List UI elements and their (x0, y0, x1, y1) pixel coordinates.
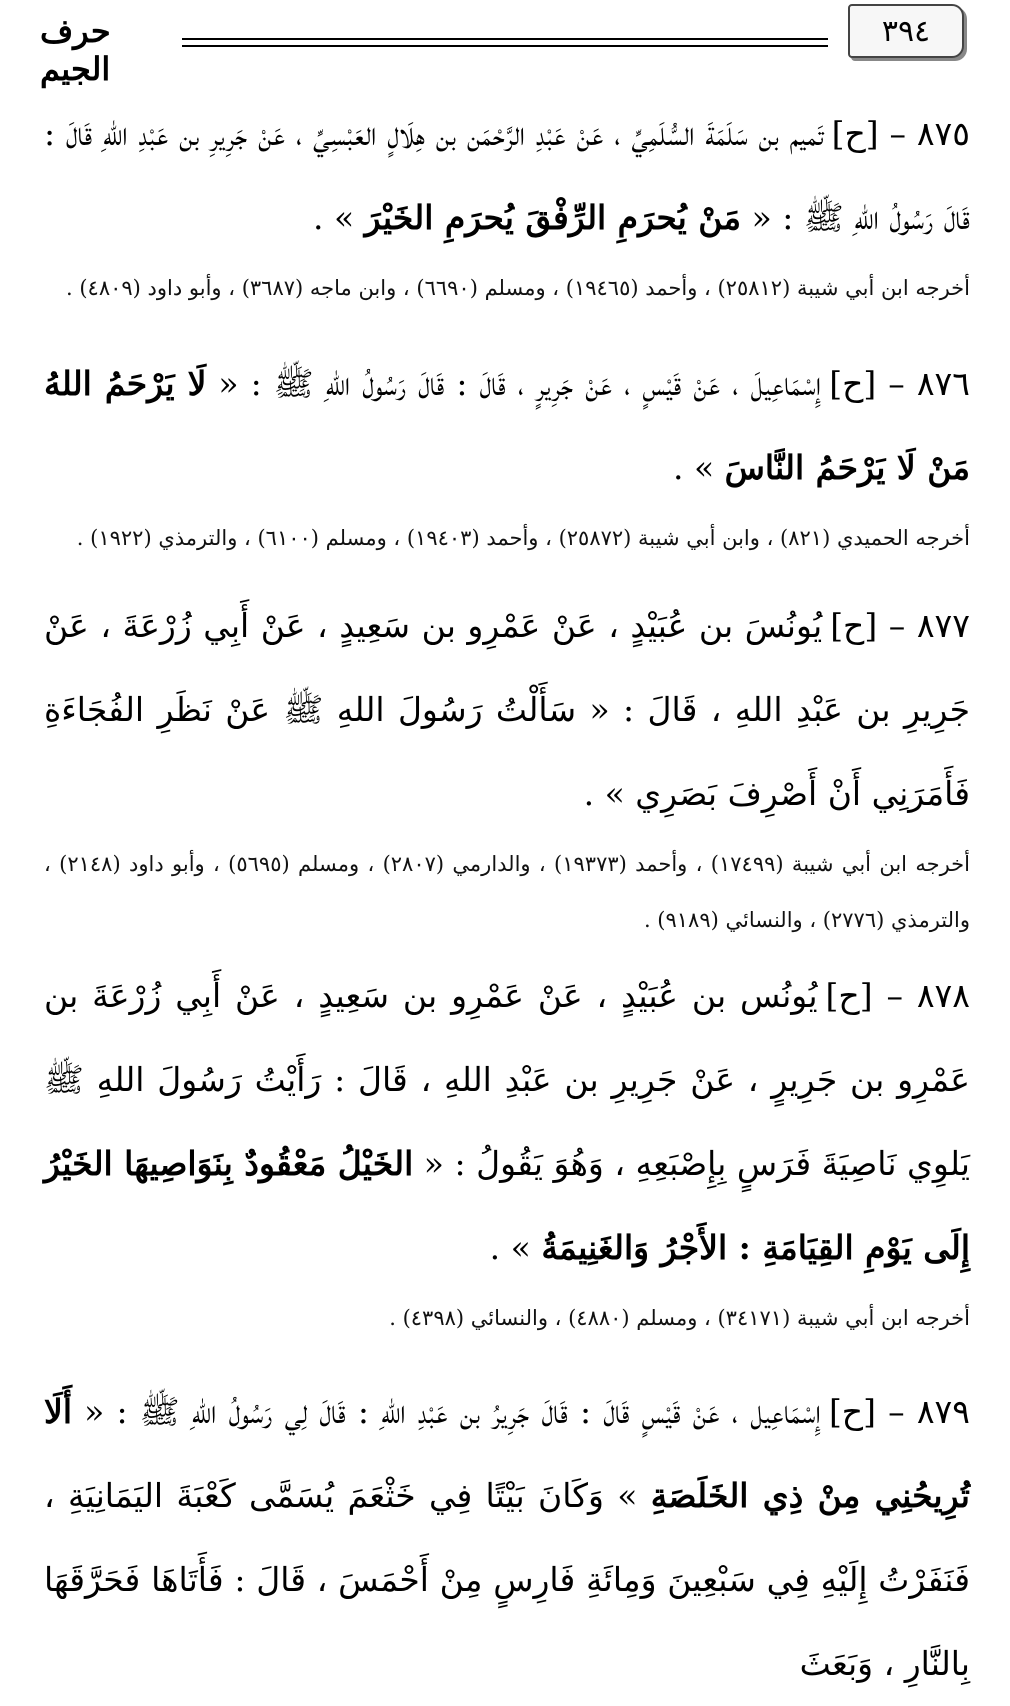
hadith-number: ٨٧٩ – [ح] (828, 1392, 970, 1431)
page-body (44, 92, 970, 1706)
hadith-isnad: إِسْمَاعِيلَ ، عَنْ قَيْسٍ ، عَنْ جَرِيرٍ ، قَالَ : قَالَ رَسُولُ اللهِ ﷺ : « (206, 364, 822, 403)
hadith-text (44, 342, 970, 510)
hadith-ending: » . (313, 198, 365, 237)
hadith-876 (44, 342, 970, 566)
hadith-ending: » . (489, 1228, 542, 1267)
hadith-879 (44, 1370, 970, 1706)
hadith-ending: » وَكَانَ بَيْتًا فِي خَثْعَمَ يُسَمَّى كَعْبَةَ اليَمَانِيَةِ ، فَنَفَرْتُ إِلَيْهِ فِي سَبْعِينَ وَمِائَةِ فَارِسٍ مِنْ أَحْمَسَ ، قَالَ : فَأَتَاهَا فَحَرَّقَهَا بِالنَّارِ ، وَبَعَثَ (44, 1476, 970, 1683)
chapter-title: حرف الجيم (40, 12, 111, 88)
hadith-878 (44, 954, 970, 1346)
hadith-isnad: يُونُس بن عُبَيْدٍ ، عَنْ عَمْرِو بن سَعِيدٍ ، عَنْ أَبِي زُرْعَةَ بن عَمْرِو بن جَرِيرٍ ، عَنْ جَرِيرِ بن عَبْدِ اللهِ ، قَالَ : رَأَيْتُ رَسُولَ اللهِ ﷺ يَلوِي نَاصِيَةَ فَرَسٍ بِإِصْبَعِهِ ، وَهُوَ يَقُولُ : « (44, 976, 970, 1183)
hadith-text (44, 954, 970, 1290)
hadith-875 (44, 92, 970, 316)
hadith-takhrij: أخرجه ابن أبي شيبة (٣٤١٧١) ، ومسلم (٤٨٨٠) ، والنسائي (٤٣٩٨) . (389, 1306, 970, 1330)
hadith-text (44, 584, 970, 836)
hadith-takhrij: أخرجه ابن أبي شيبة (٢٥٨١٢) ، وأحمد (١٩٤٦٥) ، ومسلم (٦٦٩٠) ، وابن ماجه (٣٦٨٧) ، وأبو داود (٤٨٠٩) . (66, 276, 970, 300)
hadith-ending: » . (672, 448, 725, 487)
page-number: ٣٩٤ (881, 13, 931, 49)
hadith-matn: مَنْ يُحرَمِ الرِّفْقَ يُحرَمِ الخَيْرَ (364, 198, 742, 237)
hadith-text (44, 1370, 970, 1706)
hadith-isnad: تَميم بن سَلَمَةَ السُّلَمِيِّ ، عَنْ عَبْدِ الرَّحْمَن بن هِلَالٍ العَبْسِيِّ ، عَنْ جَرِيرِ بن عَبْدِ اللهِ قَالَ : قَالَ رَسُولُ اللهِ ﷺ : « (44, 114, 970, 237)
hadith-number: ٨٧٥ – [ح] (831, 114, 971, 153)
hadith-text (44, 92, 970, 260)
hadith-takhrij: أخرجه ابن أبي شيبة (١٧٤٩٩) ، وأحمد (١٩٣٧٣) ، والدارمي (٢٨٠٧) ، ومسلم (٥٦٩٥) ، وأبو داود (٢١٤٨) ، والترمذي (٢٧٧٦) ، والنسائي (٩١٨٩) . (44, 852, 970, 932)
hadith-number: ٨٧٧ – [ح] (830, 606, 970, 645)
hadith-matn: أَلَا تُرِيحُنِي مِنْ ذِي الخَلَصَةِ (44, 1392, 970, 1515)
hadith-number: ٨٧٨ – [ح] (825, 976, 970, 1015)
header-rule-top (182, 38, 828, 40)
hadith-takhrij: أخرجه الحميدي (٨٢١) ، وابن أبي شيبة (٢٥٨٧٢) ، وأحمد (١٩٤٠٣) ، ومسلم (٦١٠٠) ، والترمذي (١٩٢٢) . (76, 526, 970, 550)
hadith-877 (44, 584, 970, 948)
hadith-number: ٨٧٦ – [ح] (829, 364, 970, 403)
header-rule-bottom (182, 45, 828, 47)
hadith-isnad: يُونُسَ بن عُبَيْدٍ ، عَنْ عَمْرِو بن سَعِيدٍ ، عَنْ أَبِي زُرْعَةَ ، عَنْ جَرِيرِ بن عَبْدِ اللهِ ، قَالَ : « سَأَلْتُ رَسُولَ اللهِ ﷺ عَنْ نَظَرِ الفُجَاءَةِ فَأَمَرَنِي أَنْ أَصْرِفَ بَصَرِي » . (44, 606, 970, 813)
page-number-badge (848, 4, 964, 58)
hadith-matn: الخَيْلُ مَعْقُودٌ بِنَوَاصِيهَا الخَيْرُ إِلَى يَوْمِ القِيَامَةِ : الأَجْرُ وَالغَنِيمَةُ (44, 1144, 970, 1267)
hadith-matn: لَا يَرْحَمُ اللهُ مَنْ لَا يَرْحَمُ النَّاسَ (44, 364, 970, 487)
hadith-isnad: إِسْمَاعِيل ، عَنْ قَيْسٍ قَالَ : قَالَ جَرِيرُ بن عَبْدِ اللهِ : قَالَ لِي رَسُولُ اللهِ ﷺ : « (72, 1392, 821, 1431)
